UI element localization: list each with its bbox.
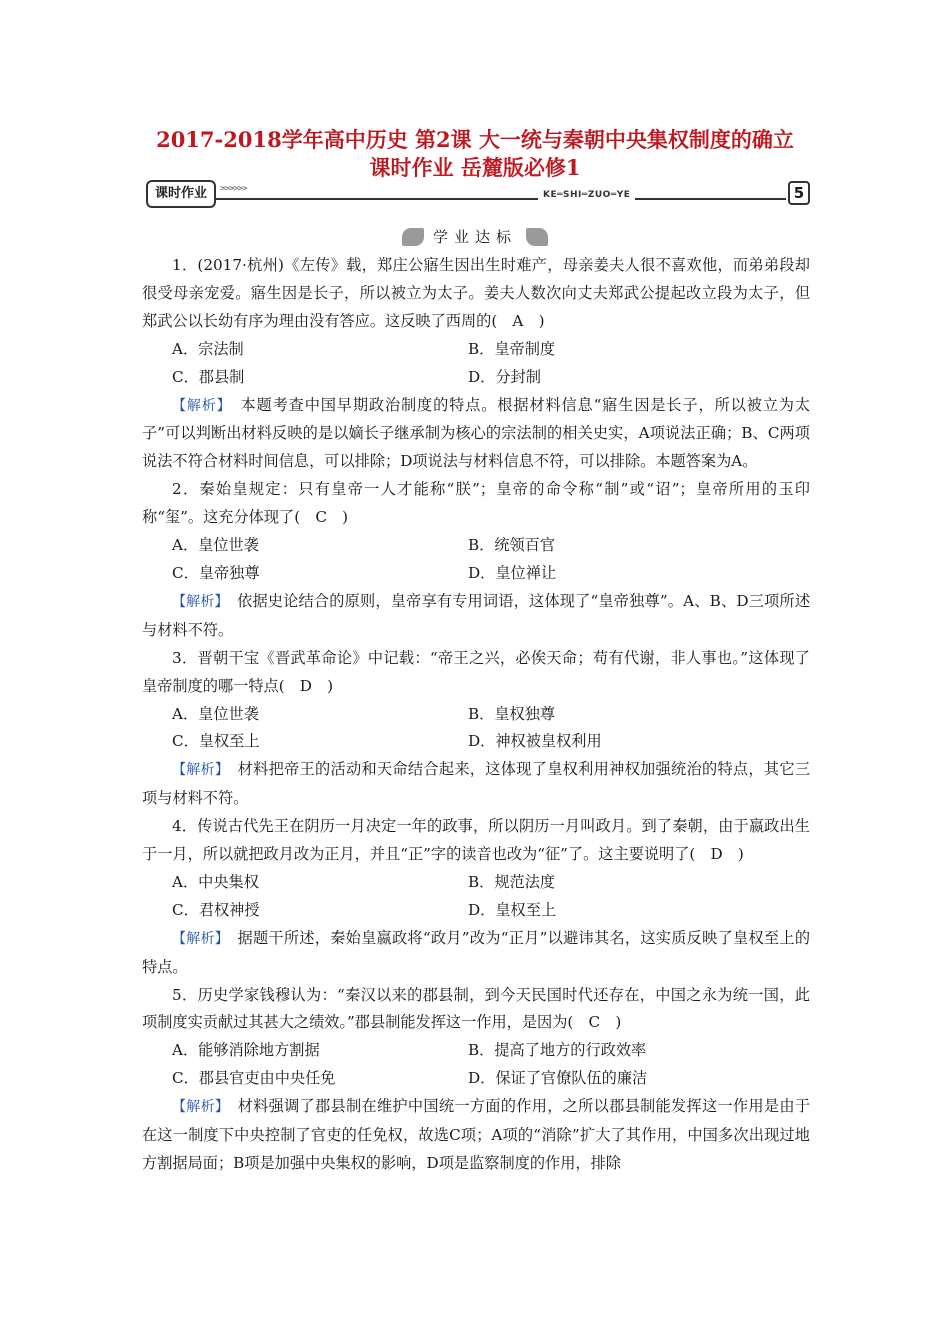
section-banner bbox=[146, 180, 810, 208]
question-list bbox=[142, 252, 810, 1178]
option: B．皇权独尊 bbox=[468, 704, 556, 723]
analysis-text: 据题干所述，秦始皇嬴政将“政月”改为“正月”以避讳其名，这实质反映了皇权至上的特点。 bbox=[142, 928, 811, 976]
analysis-tag: 【解析】 bbox=[172, 1099, 223, 1116]
banner-label: 课时作业 bbox=[146, 180, 216, 208]
option: D．皇位禅让 bbox=[468, 563, 557, 582]
option: C．皇权至上 bbox=[172, 732, 260, 751]
question-stem: 4．传说古代先王在阴历一月决定一年的政事，所以阴历一月叫政月。到了秦朝，由于嬴政出生于一月，所以就把政月改为正月，并且“正”字的读音也改为“征”了。这主要说明了( D ) bbox=[142, 817, 810, 864]
banner-pinyin: KE═SHI═ZUO═YE bbox=[538, 190, 635, 200]
question-stem: 2．秦始皇规定：只有皇帝一人才能称“朕”；皇帝的命令称“制”或“诏”；皇帝所用的玉印称“玺”。这充分体现了( C ) bbox=[142, 480, 810, 527]
question-stem: 1．(2017·杭州)《左传》载，郑庄公寤生因出生时难产，母亲姜夫人很不喜欢他，而弟弟段却很受母亲宠爱。寤生因是长子，所以被立为太子。姜夫人数次向丈夫郑武公提起改立段为太子，但郑武公以长幼有序为理由没有答应。这反映了西周的( A ) bbox=[142, 256, 810, 330]
section-heading bbox=[0, 226, 950, 254]
analysis bbox=[142, 588, 810, 645]
option: A．皇位世袭 bbox=[172, 704, 259, 723]
option: D．神权被皇权利用 bbox=[468, 732, 602, 751]
analysis-text: 材料强调了郡县制在维护中国统一方面的作用，之所以郡县制能发挥这一作用是由于在这一制度下中央控制了官吏的任免权，故选C项；A项的“消除”扩大了其作用，中国多次出现过地方割据局面；B项是加强中央集权的影响，D项是监察制度的作用，排除 bbox=[142, 1097, 811, 1172]
analysis-text: 材料把帝王的活动和天命结合起来，这体现了皇权利用神权加强统治的特点，其它三项与材料不符。 bbox=[142, 760, 811, 808]
question-block bbox=[142, 476, 810, 644]
option: C．皇帝独尊 bbox=[172, 563, 260, 582]
banner-rule bbox=[216, 198, 786, 200]
banner-arrows: >>>>>> bbox=[220, 184, 247, 194]
options bbox=[142, 336, 810, 392]
option: B．规范法度 bbox=[468, 872, 556, 891]
analysis bbox=[142, 925, 810, 982]
options bbox=[142, 532, 810, 588]
banner-number: 5 bbox=[788, 181, 810, 205]
option: C．君权神授 bbox=[172, 900, 260, 919]
question-block bbox=[142, 252, 810, 476]
option: B．提高了地方的行政效率 bbox=[468, 1041, 647, 1060]
option: A．皇位世袭 bbox=[172, 536, 259, 555]
option: D．皇权至上 bbox=[468, 900, 557, 919]
option: A．中央集权 bbox=[172, 872, 259, 891]
options bbox=[142, 869, 810, 925]
analysis-tag: 【解析】 bbox=[172, 397, 225, 414]
open-quote-icon bbox=[402, 228, 424, 246]
document-title-line2: 课时作业 岳麓版必修1 bbox=[369, 155, 581, 180]
analysis-text: 本题考查中国早期政治制度的特点。根据材料信息“寤生因是长子，所以被立为太子”可以判断出材料反映的是以嫡长子继承制为核心的宗法制的相关史实，A项说法正确；B、C两项说法不符合材料时间信息，可以排除；D项说法与材料信息不符，可以排除。本题答案为A。 bbox=[142, 395, 811, 471]
options bbox=[142, 701, 810, 757]
option: D．保证了官僚队伍的廉洁 bbox=[468, 1069, 648, 1088]
question-stem: 3．晋朝干宝《晋武革命论》中记载：“帝王之兴，必俟天命；苟有代谢，非人事也。”这体现了皇帝制度的哪一特点( D ) bbox=[142, 648, 810, 695]
option: A．宗法制 bbox=[172, 339, 244, 358]
analysis-text: 依据史论结合的原则，皇帝享有专用词语，这体现了“皇帝独尊”。A、B、D三项所述与材料不符。 bbox=[142, 591, 811, 639]
question-stem: 5．历史学家钱穆认为：“秦汉以来的郡县制，到今天民国时代还存在，中国之永为统一国，此项制度实贡献过其甚大之绩效。”郡县制能发挥这一作用，是因为( C ) bbox=[142, 985, 810, 1032]
question-block bbox=[142, 982, 810, 1178]
analysis-tag: 【解析】 bbox=[172, 593, 222, 610]
analysis bbox=[142, 1093, 810, 1178]
option: B．皇帝制度 bbox=[468, 339, 556, 358]
option: C．郡县官吏由中央任免 bbox=[172, 1069, 336, 1088]
section-title: 学业达标 bbox=[432, 228, 517, 246]
option: C．郡县制 bbox=[172, 367, 245, 386]
option: D．分封制 bbox=[468, 367, 541, 386]
analysis-tag: 【解析】 bbox=[172, 930, 223, 947]
option: B．统领百官 bbox=[468, 536, 556, 555]
analysis bbox=[142, 392, 810, 477]
options bbox=[142, 1037, 810, 1093]
analysis-tag: 【解析】 bbox=[172, 762, 223, 779]
analysis bbox=[142, 756, 810, 813]
question-block bbox=[142, 645, 810, 813]
option: A．能够消除地方割据 bbox=[172, 1041, 320, 1060]
close-quote-icon bbox=[526, 228, 548, 246]
document-title-line1: 2017-2018学年高中历史 第2课 大一统与秦朝中央集权制度的确立 bbox=[156, 127, 794, 152]
question-block bbox=[142, 813, 810, 981]
